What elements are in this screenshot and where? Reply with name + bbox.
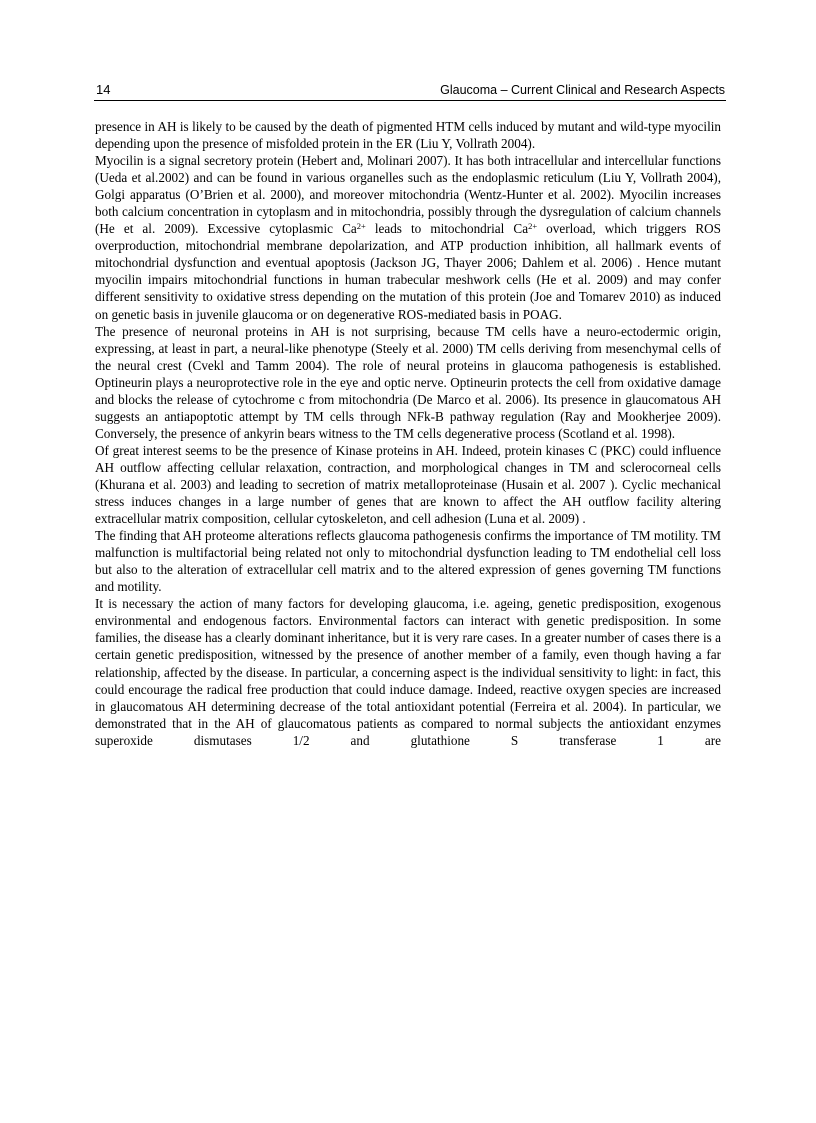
page-header — [94, 80, 726, 101]
body-text — [95, 118, 721, 749]
paragraph-6: It is necessary the action of many factors for developing glaucoma, i.e. ageing, genetic predisposition, exogenous environmental and endogenous factors. Environmental factors can interact with genetic predisposition. In some families, the disease has a clearly dominant inheritance, but it is very rare cases. In a greater number of cases there is a certain genetic predisposition, witnessed by the presence of another member of a family, even though having a far relationship, affected by the disease. In particular, a concerning aspect is the individual sensitivity to light: in fact, this could encourage the radical free production that could induce damage. Indeed, reactive oxygen species are increased in glaucomatous AH determining decrease of the total antioxidant potential (Ferreira et al. 2004). In particular, we demonstrated that in the AH of glaucomatous patients as compared to normal subjects the antioxidant enzymes superoxide dismutases 1/2 and glutathione S transferase 1 are — [95, 596, 721, 748]
paragraph-1: presence in AH is likely to be caused by the death of pigmented HTM cells induced by mutant and wild-type myocilin depending upon the presence of misfolded protein in the ER (Liu Y, Vollrath 2004). — [95, 119, 721, 152]
page-number: 14 — [96, 82, 111, 97]
paragraph-2-part-c: overload, which triggers ROS overproduction, mitochondrial membrane depolarization, and ATP production inhibition, all hallmark events of mitochondrial dysfunction and eventual apoptosis (Jackson JG, Thayer 2006; Dahlem et al. 2006) . Hence mutant myocilin impairs mitochondrial functions in human trabecular meshwork cells (He et al. 2009) and may confer different sensitivity to oxidative stress depending on the mutation of this protein (Joe and Tomarev 2010) as induced on genetic basis in juvenile glaucoma or on degenerative ROS-mediated basis in POAG. — [95, 221, 722, 322]
running-title: Glaucoma – Current Clinical and Research Aspects — [440, 83, 725, 97]
superscript-charge-2: 2+ — [528, 221, 538, 232]
paragraph-3: The presence of neuronal proteins in AH is not surprising, because TM cells have a neuro-ectodermic origin, expressing, at least in part, a neural-like phenotype (Steely et al. 2000) TM cells deriving from mesenchymal cells of the neural crest (Cvekl and Tamm 2004). The role of neural proteins in glaucoma pathogenesis is established. Optineurin plays a neuroprotective role in the eye and optic nerve. Optineurin protects the cell from oxidative damage and blocks the release of cytochrome c from mitochondria (De Marco et al. 2006). Its presence in glaucomatous AH suggests an antiapoptotic attempt by TM cells through NFk-B pathway regulation (Ray and Mookherjee 2009). Conversely, the presence of ankyrin bears witness to the TM cells degenerative process (Scotland et al. 1998). — [95, 323, 721, 441]
paragraph-2-part-a: Myocilin is a signal secretory protein (Hebert and, Molinari 2007). It has both intracellular and intercellular functions (Ueda et al.2002) and can be found in various organelles such as the endoplasmic reticulum (Liu Y, Vollrath 2004), Golgi apparatus (O’Brien et al. 2000), and moreover mitochondria (Wentz-Hunter et al. 2002). Myocilin increases both calcium concentration in cytoplasm and in mitochondria, possibly through the dysregulation of calcium channels (He et al. 2009). Excessive cytoplasmic Ca — [95, 153, 721, 237]
paragraph-2-part-b: leads to mitochondrial Ca — [365, 221, 529, 237]
paragraph-4: Of great interest seems to be the presence of Kinase proteins in AH. Indeed, protein kinases C (PKC) could influence AH outflow affecting cellular relaxation, contraction, and morphological changes in TM and sclerocorneal cells (Khurana et al. 2003) and leading to secretion of matrix metalloproteinase (Husain et al. 2007 ). Cyclic mechanical stress induces changes in a large number of genes that are known to affect the AH outflow facility altering extracellular matrix composition, cellular cytoskeleton, and cell adhesion (Luna et al. 2009) . — [95, 442, 721, 527]
paragraph-5: The finding that AH proteome alterations reflects glaucoma pathogenesis confirms the importance of TM motility. TM malfunction is multifactorial being related not only to mitochondrial dysfunction leading to TM endothelial cell loss but also to the alteration of extracellular cell matrix and to the altered expression of genes governing TM functions and motility. — [95, 528, 721, 595]
paragraph-2 — [95, 152, 721, 322]
superscript-charge-1: 2+ — [356, 221, 366, 232]
